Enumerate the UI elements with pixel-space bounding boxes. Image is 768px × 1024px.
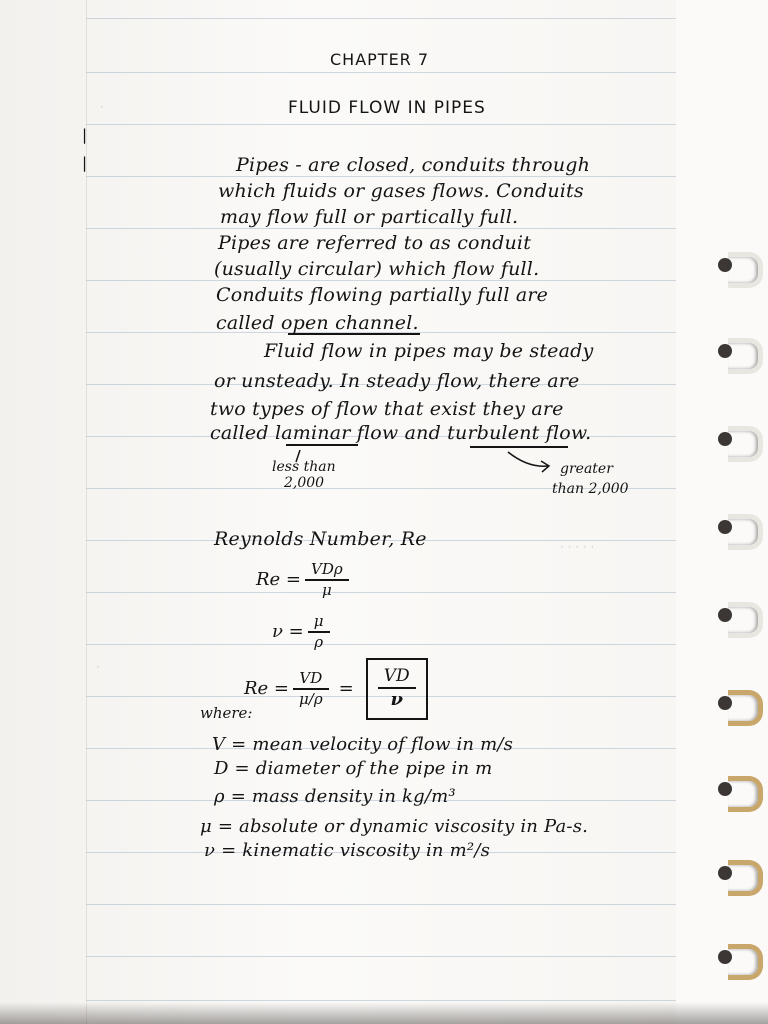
chapter-heading: CHAPTER 7 [330, 50, 430, 69]
left-edge-mark: | [82, 126, 88, 144]
eq-lhs: Re = [244, 678, 290, 700]
spiral-coil [718, 688, 758, 718]
spiral-coil [718, 250, 758, 280]
text-line: two types of flow that exist they are [210, 398, 564, 420]
text-line: Pipes - are closed, conduits through [236, 154, 591, 176]
where-label: where: [200, 704, 253, 722]
spiral-coil [718, 774, 758, 804]
text-line: or unsteady. In steady flow, there are [214, 370, 580, 392]
definition-item: ν = kinematic viscosity in m²/s [204, 840, 491, 861]
text-line: Pipes are referred to as conduit [218, 232, 532, 254]
eq-equals: = [338, 678, 354, 700]
page-title: FLUID FLOW IN PIPES [288, 98, 486, 118]
text-line: (usually circular) which flow full. [214, 258, 540, 280]
boxed-numerator: VD [383, 666, 410, 686]
spiral-coil [718, 942, 758, 972]
definition-item: D = diameter of the pipe in m [214, 758, 493, 779]
text-line: called laminar flow and turbulent flow. [210, 422, 592, 444]
spiral-coil [718, 424, 758, 454]
spiral-coil [718, 336, 758, 366]
eq-numerator: μ [313, 612, 324, 630]
spiral-coil [718, 600, 758, 630]
turbulent-note: greater [560, 461, 613, 477]
eq-lhs: Re = [256, 569, 302, 591]
definition-item: V = mean velocity of flow in m/s [212, 734, 514, 755]
laminar-note: less than [272, 459, 336, 475]
eq-numerator: VD [299, 669, 323, 688]
definition-item: ρ = mass density in kg/m³ [214, 786, 456, 807]
text-line: which fluids or gases flows. Conduits [218, 180, 584, 202]
eq-denominator: ρ [314, 632, 324, 651]
reynolds-heading: Reynolds Number, Re [214, 528, 427, 550]
text-line: Fluid flow in pipes may be steady [264, 340, 594, 362]
reynolds-kinematic-equation [244, 658, 428, 720]
eq-denominator: μ/ρ [299, 689, 323, 708]
reynolds-equation [256, 560, 349, 600]
turbulent-note: than 2,000 [552, 481, 629, 497]
bleed-through-text: · · · · · [560, 540, 595, 554]
text-line: Conduits flowing partially full are [216, 284, 549, 306]
eq-lhs: ν = [272, 621, 304, 643]
boxed-denominator: ν [390, 689, 403, 711]
bottom-shadow [0, 1002, 768, 1024]
definition-item: μ = absolute or dynamic viscosity in Pa-s. [200, 816, 589, 837]
bleed-through-text: · [100, 100, 104, 114]
laminar-note: 2,000 [284, 475, 325, 491]
kinematic-viscosity-equation [272, 612, 330, 652]
boxed-result [366, 658, 428, 720]
eq-denominator: μ [321, 580, 332, 599]
text-line: called open channel. [216, 312, 419, 334]
bleed-through-text: · [96, 660, 100, 674]
text-line: may flow full or partically full. [220, 206, 519, 228]
eq-numerator: VDρ [311, 560, 343, 578]
left-edge-mark: | [82, 154, 88, 172]
spiral-coil [718, 858, 758, 888]
spiral-coil [718, 512, 758, 542]
